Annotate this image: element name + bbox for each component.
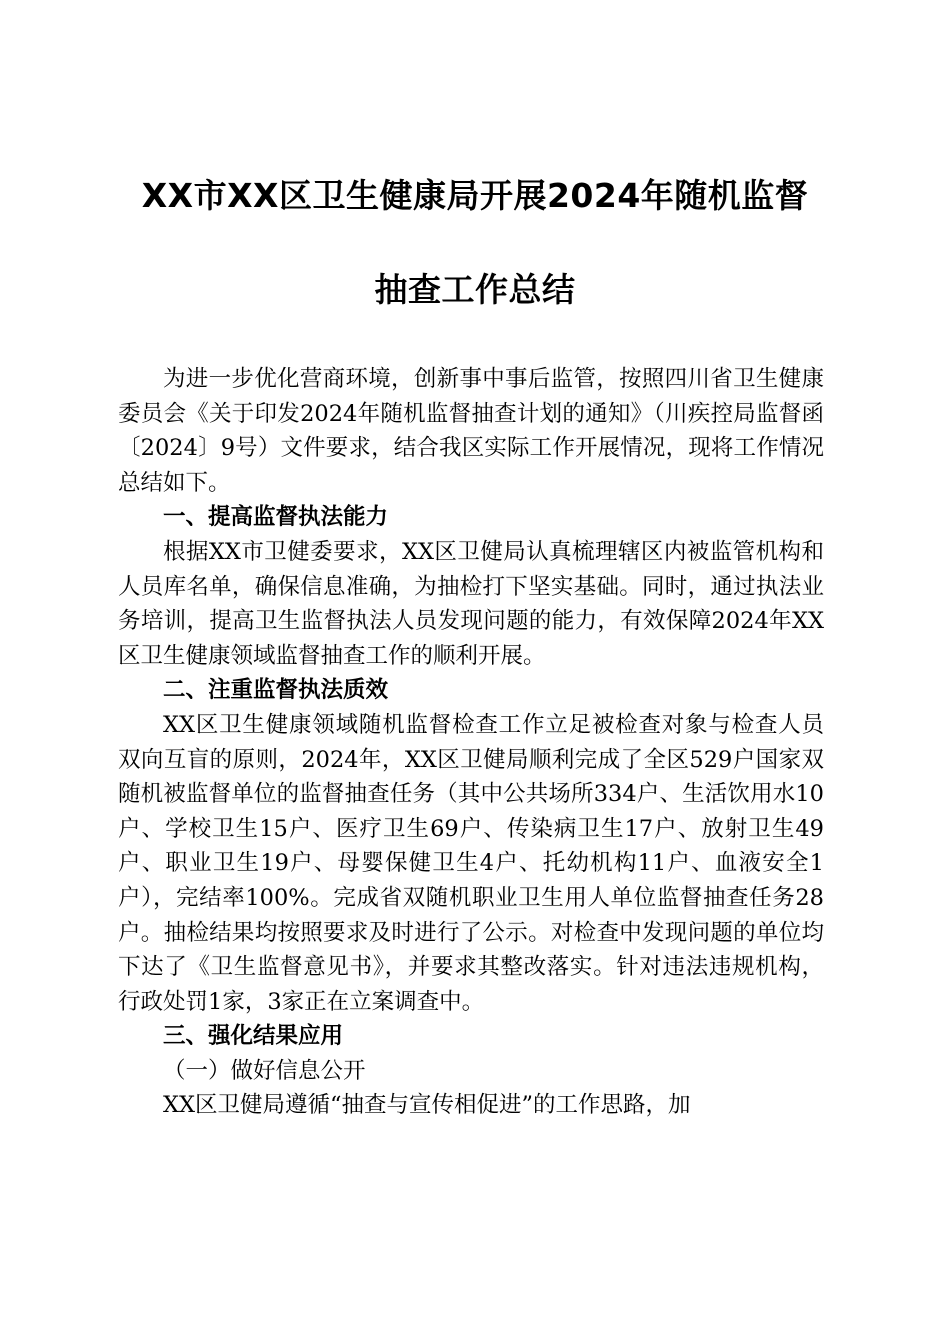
document-title-line-2: 抽查工作总结 [374,270,576,309]
section-2-paragraph: XX区卫生健康领域随机监督检查工作立足被检查对象与检查人员双向互盲的原则，2024年，XX区卫健局顺利完成了全区529户国家双随机被监督单位的监督抽查任务（其中公共场所334户、生活饮用水10户、学校卫生15户、医疗卫生69户、传染病卫生17户、放射卫生49户、职业卫生19户、母婴保健卫生4户、托幼机构11户、血液安全1户），完结率100%。完成省双随机职业卫生用人单位监督抽查任务28户。抽检结果均按照要求及时进行了公示。对检查中发现问题的单位均下达了《卫生监督意见书》，并要求其整改落实。针对违法违规机构，行政处罚1家，3家正在立案调查中。 [118,711,824,1015]
section-3-paragraph-1: XX区卫健局遵循“抽查与宣传相促进”的工作思路，加 [163,1092,691,1119]
document-body [118,362,824,1123]
section-3-heading: 三、强化结果应用 [163,1023,344,1050]
section-3-subheading-1: （一）做好信息公开 [163,1057,366,1084]
intro-paragraph: 为进一步优化营商环境，创新事中事后监管，按照四川省卫生健康委员会《关于印发2024年随机监督抽查计划的通知》（川疾控局监督函〔2024〕9号）文件要求，结合我区实际工作开展情况，现将工作情况总结如下。 [118,366,824,496]
section-1-paragraph: 根据XX市卫健委要求，XX区卫健局认真梳理辖区内被监管机构和人员库名单，确保信息准确，为抽检打下坚实基础。同时，通过执法业务培训，提高卫生监督执法人员发现问题的能力，有效保障2024年XX区卫生健康领域监督抽查工作的顺利开展。 [118,538,824,669]
section-2-heading: 二、注重监督执法质效 [163,677,389,704]
section-1-heading: 一、提高监督执法能力 [163,504,389,531]
document-title-line-1: XX市XX区卫生健康局开展2024年随机监督 [141,176,809,215]
